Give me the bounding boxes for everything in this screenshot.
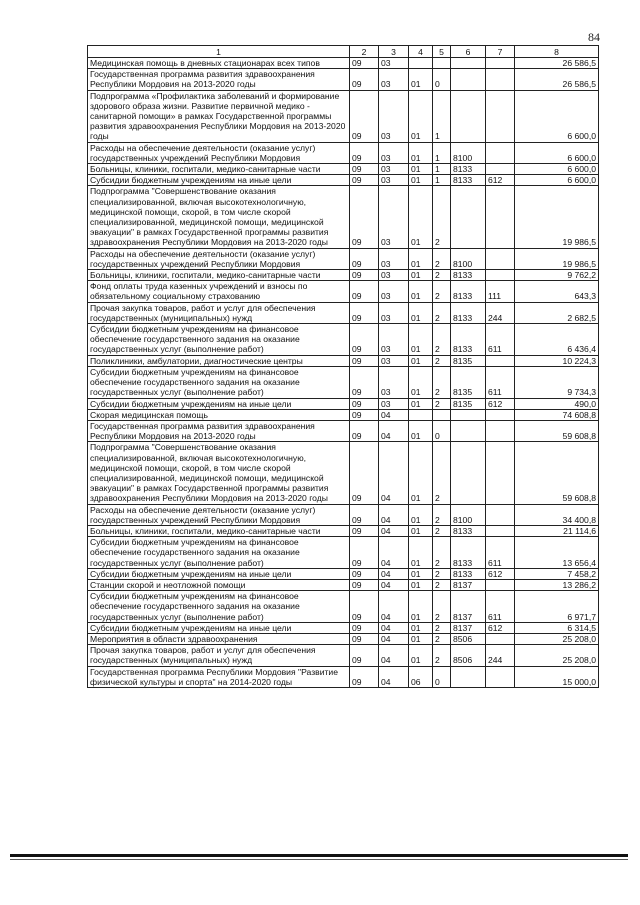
table-row — [88, 568, 599, 579]
bottom-rule-thin — [10, 859, 628, 860]
row-subprogram-cell: 2 — [433, 537, 451, 569]
row-expense-type-cell — [486, 525, 515, 536]
row-subsection-cell: 04 — [379, 645, 409, 666]
row-subsection-cell: 04 — [379, 633, 409, 644]
row-expense-type-cell: 612 — [486, 622, 515, 633]
row-expense-type-cell — [486, 579, 515, 590]
row-amount-cell: 6 600,0 — [515, 142, 599, 163]
row-section-cell: 09 — [350, 164, 379, 175]
row-name-cell: Субсидии бюджетным учреждениям на финансовое обеспечение государственного задания на оказание государственных услуг (выполнение работ) — [88, 366, 350, 398]
table-row — [88, 58, 599, 69]
row-subprogram-cell: 2 — [433, 366, 451, 398]
row-subprogram-cell: 1 — [433, 90, 451, 142]
row-amount-cell: 19 986,5 — [515, 186, 599, 248]
row-expense-type-cell: 611 — [486, 591, 515, 623]
row-section-cell: 09 — [350, 504, 379, 525]
row-program-cell: 01 — [409, 69, 433, 90]
row-section-cell: 09 — [350, 324, 379, 356]
row-subsection-cell: 04 — [379, 568, 409, 579]
row-subprogram-cell: 2 — [433, 324, 451, 356]
row-name-cell: Фонд оплаты труда казенных учреждений и взносы по обязательному социальному страхованию — [88, 281, 350, 302]
row-subprogram-cell: 2 — [433, 302, 451, 323]
row-program-cell: 01 — [409, 579, 433, 590]
row-item-cell — [451, 69, 486, 90]
row-amount-cell: 9 734,3 — [515, 366, 599, 398]
row-subsection-cell: 03 — [379, 164, 409, 175]
row-subsection-cell: 04 — [379, 525, 409, 536]
table-row — [88, 525, 599, 536]
header-cell: 3 — [379, 46, 409, 58]
row-section-cell: 09 — [350, 442, 379, 504]
row-amount-cell: 34 400,8 — [515, 504, 599, 525]
table-row — [88, 90, 599, 142]
row-item-cell: 8100 — [451, 504, 486, 525]
row-amount-cell: 59 608,8 — [515, 442, 599, 504]
table-row — [88, 666, 599, 687]
row-program-cell: 01 — [409, 622, 433, 633]
row-amount-cell: 6 600,0 — [515, 90, 599, 142]
row-section-cell: 09 — [350, 142, 379, 163]
row-item-cell: 8137 — [451, 579, 486, 590]
table-row — [88, 442, 599, 504]
row-amount-cell: 9 762,2 — [515, 270, 599, 281]
row-expense-type-cell: 244 — [486, 645, 515, 666]
row-expense-type-cell — [486, 633, 515, 644]
row-item-cell — [451, 442, 486, 504]
row-name-cell: Расходы на обеспечение деятельности (оказание услуг) государственных учреждений Республики Мордовия — [88, 248, 350, 269]
row-name-cell: Больницы, клиники, госпитали, медико-санитарные части — [88, 525, 350, 536]
row-subprogram-cell: 1 — [433, 142, 451, 163]
row-amount-cell: 15 000,0 — [515, 666, 599, 687]
row-amount-cell: 13 656,4 — [515, 537, 599, 569]
row-item-cell: 8133 — [451, 281, 486, 302]
row-subprogram-cell: 2 — [433, 591, 451, 623]
header-cell: 7 — [486, 46, 515, 58]
header-cell: 5 — [433, 46, 451, 58]
row-expense-type-cell — [486, 355, 515, 366]
row-item-cell — [451, 58, 486, 69]
row-subsection-cell: 03 — [379, 366, 409, 398]
row-expense-type-cell — [486, 666, 515, 687]
row-subsection-cell: 03 — [379, 270, 409, 281]
row-program-cell: 06 — [409, 666, 433, 687]
row-item-cell: 8133 — [451, 270, 486, 281]
row-item-cell: 8506 — [451, 645, 486, 666]
row-program-cell: 01 — [409, 142, 433, 163]
row-expense-type-cell: 244 — [486, 302, 515, 323]
row-name-cell: Государственная программа Республики Мордовия "Развитие физической культуры и спорта" на 2014-2020 годы — [88, 666, 350, 687]
row-name-cell: Субсидии бюджетным учреждениям на иные цели — [88, 398, 350, 409]
row-subprogram-cell: 2 — [433, 579, 451, 590]
row-section-cell: 09 — [350, 69, 379, 90]
table-row — [88, 248, 599, 269]
row-subsection-cell: 03 — [379, 355, 409, 366]
row-name-cell: Скорая медицинская помощь — [88, 409, 350, 420]
row-subsection-cell: 03 — [379, 302, 409, 323]
table-row — [88, 579, 599, 590]
row-program-cell: 01 — [409, 90, 433, 142]
row-amount-cell: 10 224,3 — [515, 355, 599, 366]
table-row — [88, 504, 599, 525]
row-section-cell: 09 — [350, 591, 379, 623]
table-row — [88, 366, 599, 398]
row-amount-cell: 13 286,2 — [515, 579, 599, 590]
row-amount-cell: 643,3 — [515, 281, 599, 302]
row-subprogram-cell: 2 — [433, 248, 451, 269]
row-item-cell: 8506 — [451, 633, 486, 644]
row-item-cell: 8135 — [451, 366, 486, 398]
row-subprogram-cell: 2 — [433, 398, 451, 409]
row-program-cell: 01 — [409, 281, 433, 302]
row-name-cell: Государственная программа развития здравоохранения Республики Мордовия на 2013-2020 годы — [88, 420, 350, 441]
row-name-cell: Субсидии бюджетным учреждениям на иные цели — [88, 568, 350, 579]
row-program-cell: 01 — [409, 420, 433, 441]
row-amount-cell: 490,0 — [515, 398, 599, 409]
row-subsection-cell: 04 — [379, 504, 409, 525]
table-body — [88, 58, 599, 688]
row-subprogram-cell: 2 — [433, 281, 451, 302]
row-subsection-cell: 03 — [379, 175, 409, 186]
row-subsection-cell: 03 — [379, 324, 409, 356]
row-section-cell: 09 — [350, 186, 379, 248]
table-row — [88, 622, 599, 633]
row-amount-cell: 6 600,0 — [515, 175, 599, 186]
row-section-cell: 09 — [350, 666, 379, 687]
row-section-cell: 09 — [350, 537, 379, 569]
row-section-cell: 09 — [350, 355, 379, 366]
row-expense-type-cell: 111 — [486, 281, 515, 302]
row-section-cell: 09 — [350, 579, 379, 590]
row-expense-type-cell — [486, 409, 515, 420]
row-expense-type-cell — [486, 90, 515, 142]
row-subsection-cell: 03 — [379, 281, 409, 302]
row-item-cell: 8137 — [451, 622, 486, 633]
row-name-cell: Больницы, клиники, госпитали, медико-санитарные части — [88, 270, 350, 281]
row-program-cell: 01 — [409, 302, 433, 323]
row-section-cell: 09 — [350, 90, 379, 142]
row-item-cell: 8135 — [451, 398, 486, 409]
header-cell: 2 — [350, 46, 379, 58]
table-row — [88, 398, 599, 409]
row-program-cell: 01 — [409, 366, 433, 398]
row-name-cell: Поликлиники, амбулатории, диагностические центры — [88, 355, 350, 366]
row-expense-type-cell: 611 — [486, 324, 515, 356]
row-expense-type-cell — [486, 164, 515, 175]
row-subprogram-cell: 2 — [433, 633, 451, 644]
row-item-cell: 8133 — [451, 525, 486, 536]
table-row — [88, 324, 599, 356]
row-subsection-cell: 04 — [379, 622, 409, 633]
row-subprogram-cell: 2 — [433, 442, 451, 504]
row-section-cell: 09 — [350, 281, 379, 302]
row-name-cell: Расходы на обеспечение деятельности (оказание услуг) государственных учреждений Республики Мордовия — [88, 142, 350, 163]
row-name-cell: Подпрограмма "Совершенствование оказания специализированной, включая высокотехнологичную, медицинской помощи, скорой, в том числе скорой специализированной, медицинской помощи, медицинской эвакуации" в рамках Государственной программы развития здравоохранения Республики Мордовия на 2013-2020 годы — [88, 186, 350, 248]
row-program-cell: 01 — [409, 568, 433, 579]
table-row — [88, 355, 599, 366]
row-amount-cell: 6 971,7 — [515, 591, 599, 623]
row-name-cell: Расходы на обеспечение деятельности (оказание услуг) государственных учреждений Республики Мордовия — [88, 504, 350, 525]
row-section-cell: 09 — [350, 248, 379, 269]
header-cell: 1 — [88, 46, 350, 58]
table-row — [88, 645, 599, 666]
table-row — [88, 142, 599, 163]
row-program-cell: 01 — [409, 525, 433, 536]
row-subsection-cell: 03 — [379, 142, 409, 163]
table-row — [88, 409, 599, 420]
row-expense-type-cell — [486, 504, 515, 525]
row-name-cell: Субсидии бюджетным учреждениям на иные цели — [88, 622, 350, 633]
row-name-cell: Станции скорой и неотложной помощи — [88, 579, 350, 590]
row-subprogram-cell — [433, 409, 451, 420]
table-header-row — [88, 46, 599, 58]
row-section-cell: 09 — [350, 175, 379, 186]
row-program-cell: 01 — [409, 175, 433, 186]
row-item-cell: 8133 — [451, 324, 486, 356]
header-cell: 8 — [515, 46, 599, 58]
row-section-cell: 09 — [350, 420, 379, 441]
row-item-cell: 8100 — [451, 248, 486, 269]
row-expense-type-cell — [486, 58, 515, 69]
row-program-cell — [409, 58, 433, 69]
table-row — [88, 302, 599, 323]
header-cell: 6 — [451, 46, 486, 58]
table-row — [88, 164, 599, 175]
row-amount-cell: 25 208,0 — [515, 633, 599, 644]
row-subsection-cell: 03 — [379, 69, 409, 90]
row-amount-cell: 7 458,2 — [515, 568, 599, 579]
row-name-cell: Больницы, клиники, госпитали, медико-санитарные части — [88, 164, 350, 175]
row-section-cell: 09 — [350, 409, 379, 420]
row-subprogram-cell: 2 — [433, 504, 451, 525]
row-name-cell: Субсидии бюджетным учреждениям на финансовое обеспечение государственного задания на оказание государственных услуг (выполнение работ) — [88, 537, 350, 569]
row-expense-type-cell: 612 — [486, 398, 515, 409]
row-name-cell: Подпрограмма «Профилактика заболеваний и формирование здорового образа жизни. Развитие первичной медико - санитарной помощи» в рамках Государственной программы развития здравоохранения Республики Мордовия на 2013-2020 годы — [88, 90, 350, 142]
row-amount-cell: 26 586,5 — [515, 69, 599, 90]
row-item-cell — [451, 666, 486, 687]
row-amount-cell: 6 436,4 — [515, 324, 599, 356]
row-item-cell: 8133 — [451, 164, 486, 175]
row-program-cell: 01 — [409, 633, 433, 644]
table-row — [88, 281, 599, 302]
row-section-cell: 09 — [350, 622, 379, 633]
row-subsection-cell: 04 — [379, 442, 409, 504]
row-expense-type-cell — [486, 69, 515, 90]
row-program-cell: 01 — [409, 324, 433, 356]
row-item-cell: 8133 — [451, 568, 486, 579]
row-subsection-cell: 04 — [379, 591, 409, 623]
row-expense-type-cell: 612 — [486, 568, 515, 579]
row-program-cell: 01 — [409, 248, 433, 269]
row-name-cell: Медицинская помощь в дневных стационарах всех типов — [88, 58, 350, 69]
table-row — [88, 591, 599, 623]
row-item-cell: 8100 — [451, 142, 486, 163]
row-program-cell: 01 — [409, 398, 433, 409]
row-program-cell: 01 — [409, 645, 433, 666]
row-subprogram-cell: 2 — [433, 568, 451, 579]
row-subprogram-cell: 2 — [433, 525, 451, 536]
table-row — [88, 420, 599, 441]
row-subsection-cell: 03 — [379, 248, 409, 269]
row-subprogram-cell: 2 — [433, 355, 451, 366]
row-section-cell: 09 — [350, 302, 379, 323]
row-subprogram-cell: 0 — [433, 69, 451, 90]
table-row — [88, 270, 599, 281]
row-subsection-cell: 03 — [379, 58, 409, 69]
row-subprogram-cell: 1 — [433, 175, 451, 186]
row-expense-type-cell — [486, 248, 515, 269]
row-item-cell: 8133 — [451, 302, 486, 323]
table-row — [88, 175, 599, 186]
row-subprogram-cell: 2 — [433, 186, 451, 248]
row-expense-type-cell: 611 — [486, 366, 515, 398]
row-item-cell: 8137 — [451, 591, 486, 623]
row-subprogram-cell — [433, 58, 451, 69]
row-subsection-cell: 03 — [379, 186, 409, 248]
row-name-cell: Субсидии бюджетным учреждениям на финансовое обеспечение государственного задания на оказание государственных услуг (выполнение работ) — [88, 591, 350, 623]
row-expense-type-cell — [486, 270, 515, 281]
row-name-cell: Прочая закупка товаров, работ и услуг для обеспечения государственных (муниципальных) нужд — [88, 302, 350, 323]
row-item-cell — [451, 409, 486, 420]
row-subprogram-cell: 0 — [433, 420, 451, 441]
row-name-cell: Мероприятия в области здравоохранения — [88, 633, 350, 644]
row-item-cell — [451, 186, 486, 248]
row-program-cell — [409, 409, 433, 420]
header-cell: 4 — [409, 46, 433, 58]
budget-table — [87, 45, 599, 688]
row-section-cell: 09 — [350, 366, 379, 398]
row-name-cell: Государственная программа развития здравоохранения Республики Мордовия на 2013-2020 годы — [88, 69, 350, 90]
row-name-cell: Субсидии бюджетным учреждениям на иные цели — [88, 175, 350, 186]
row-section-cell: 09 — [350, 270, 379, 281]
row-program-cell: 01 — [409, 270, 433, 281]
row-amount-cell: 6 314,5 — [515, 622, 599, 633]
row-expense-type-cell — [486, 420, 515, 441]
row-subprogram-cell: 2 — [433, 270, 451, 281]
row-section-cell: 09 — [350, 58, 379, 69]
row-program-cell: 01 — [409, 355, 433, 366]
row-expense-type-cell — [486, 186, 515, 248]
row-amount-cell: 74 608,8 — [515, 409, 599, 420]
row-expense-type-cell — [486, 442, 515, 504]
row-subsection-cell: 04 — [379, 409, 409, 420]
row-program-cell: 01 — [409, 591, 433, 623]
row-item-cell — [451, 90, 486, 142]
row-section-cell: 09 — [350, 633, 379, 644]
row-amount-cell: 25 208,0 — [515, 645, 599, 666]
row-item-cell: 8135 — [451, 355, 486, 366]
row-subprogram-cell: 1 — [433, 164, 451, 175]
row-program-cell: 01 — [409, 186, 433, 248]
row-program-cell: 01 — [409, 442, 433, 504]
row-expense-type-cell — [486, 142, 515, 163]
row-amount-cell: 26 586,5 — [515, 58, 599, 69]
row-item-cell: 8133 — [451, 537, 486, 569]
table-row — [88, 537, 599, 569]
row-program-cell: 01 — [409, 504, 433, 525]
row-subprogram-cell: 2 — [433, 622, 451, 633]
row-section-cell: 09 — [350, 398, 379, 409]
row-expense-type-cell: 611 — [486, 537, 515, 569]
row-item-cell — [451, 420, 486, 441]
row-subsection-cell: 03 — [379, 398, 409, 409]
row-subprogram-cell: 0 — [433, 666, 451, 687]
row-amount-cell: 2 682,5 — [515, 302, 599, 323]
table-row — [88, 633, 599, 644]
row-name-cell: Субсидии бюджетным учреждениям на финансовое обеспечение государственного задания на оказание государственных услуг (выполнение работ) — [88, 324, 350, 356]
table-row — [88, 69, 599, 90]
row-section-cell: 09 — [350, 525, 379, 536]
row-program-cell: 01 — [409, 537, 433, 569]
row-subsection-cell: 03 — [379, 90, 409, 142]
row-amount-cell: 6 600,0 — [515, 164, 599, 175]
row-amount-cell: 59 608,8 — [515, 420, 599, 441]
row-expense-type-cell: 612 — [486, 175, 515, 186]
table-row — [88, 186, 599, 248]
page-number: 84 — [588, 30, 600, 44]
row-section-cell: 09 — [350, 568, 379, 579]
row-subsection-cell: 04 — [379, 537, 409, 569]
row-item-cell: 8133 — [451, 175, 486, 186]
row-subsection-cell: 04 — [379, 666, 409, 687]
bottom-rule — [10, 854, 628, 857]
row-subprogram-cell: 2 — [433, 645, 451, 666]
row-section-cell: 09 — [350, 645, 379, 666]
row-amount-cell: 21 114,6 — [515, 525, 599, 536]
row-name-cell: Прочая закупка товаров, работ и услуг для обеспечения государственных (муниципальных) нужд — [88, 645, 350, 666]
row-subsection-cell: 04 — [379, 420, 409, 441]
row-subsection-cell: 04 — [379, 579, 409, 590]
row-name-cell: Подпрограмма "Совершенствование оказания специализированной, включая высокотехнологичную, медицинской помощи, скорой, в том числе скорой специализированной, медицинской помощи, медицинской эвакуации" в рамках Государственной программы развития здравоохранения Республики Мордовия на 2013-2020 годы — [88, 442, 350, 504]
row-program-cell: 01 — [409, 164, 433, 175]
row-amount-cell: 19 986,5 — [515, 248, 599, 269]
